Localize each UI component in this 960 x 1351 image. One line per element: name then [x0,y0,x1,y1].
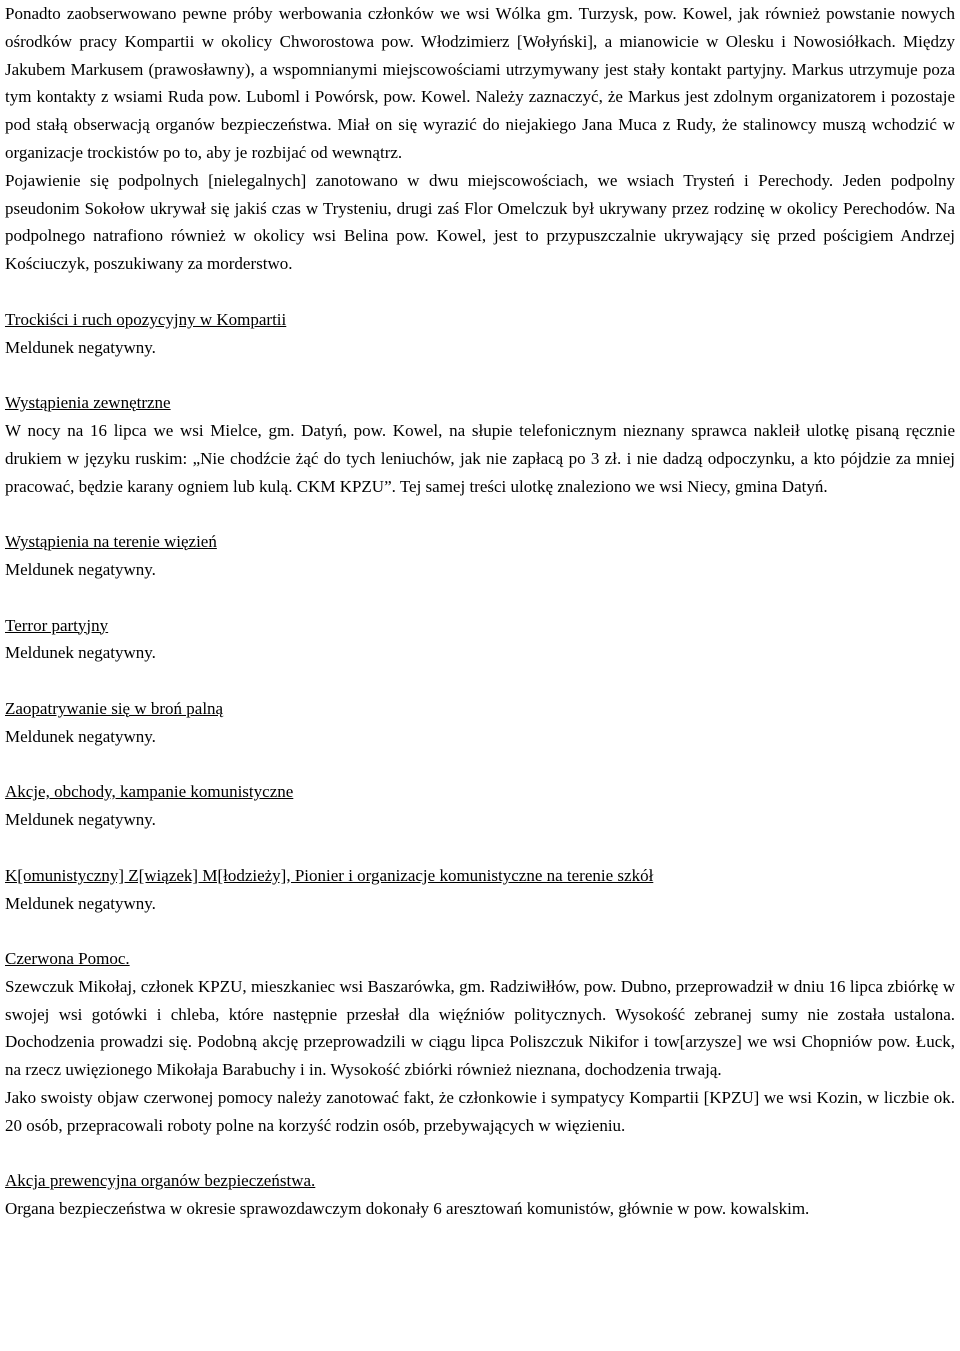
section-heading-wystapienia-zewnetrzne: Wystąpienia zewnętrzne [5,393,171,413]
section-gap [5,917,955,945]
section-gap [5,834,955,862]
section-text-czerwona-pomoc-1: Szewczuk Mikołaj, członek KPZU, mieszkaniec wsi Baszarówka, gm. Radziwiłłów, pow. Dubno, przeprowadził w dniu 16 lipca zbiórkę w swojej wsi gotówki i chleba, które następnie przesłał dla więźniów politycznych. Wysokość zebranej sumy nie została ustalona. Dochodzenia prowadzi się. Podobną akcję przeprowadzili w ciągu lipca Poliszczuk Nikifor i tow[arzysze] we wsi Chopniów pow. Łuck, na rzecz uwięzionego Mikołaja Barabuchy i in. Wysokość zbiórki również nieznana, dochodzenia trwają. [5,976,955,1080]
section-heading-akcje: Akcje, obchody, kampanie komunistyczne [5,782,294,802]
intro-paragraph-1: Ponadto zaobserwowano pewne próby werbowania członków we wsi Wólka gm. Turzysk, pow. Kowel, jak również powstanie nowych ośrodków pracy Kompartii w okolicy Chworostowa pow. Włodzimierz [Wołyński], a mianowicie w Olesku i Nowosiółkach. Między Jakubem Markusem (prawosławny), a wspomnianymi miejscowościami utrzymywany jest stały kontakt partyjny. Markus utrzymuje poza tym kontakty z wsiami Ruda pow. Luboml i Powórsk, pow. Kowel. Należy zaznaczyć, że Markus jest zdolnym organizatorem i pozostaje pod stałą obserwacją organów bezpieczeństwa. Miał on się wyrazić do niejakiego Jana Muca z Rudy, że stalinowcy muszą wchodzić w organizacje trockistów po to, aby je rozbijać od wewnątrz. [5,4,955,162]
section-heading-bron: Zaopatrywanie się w broń palną [5,698,224,718]
section-gap [5,278,955,306]
section-gap [5,500,955,528]
intro-paragraph-2: Pojawienie się podpolnych [nielegalnych] zanotowano w dwu miejscowościach, we wsiach Trysteń i Perechody. Jeden podpolny pseudonim Sokołow ukrywał się jakiś czas w Trysteniu, drugi zaś Flor Omelczuk był ukrywany przez rodzinę w okolicy Perechodów. Na podpolnego natrafiono również w okolicy wsi Belina pow. Kowel, jest to przypuszczalnie ukrywający się przed pościgiem Andrzej Kościuczyk, poszukiwany za morderstwo. [5,170,955,274]
section-heading-akcja-prewencyjna: Akcja prewencyjna organów bezpieczeństwa. [5,1171,316,1191]
section-heading-trockisci: Trockiści i ruch opozycyjny w Kompartii [5,309,287,329]
section-text-akcja-prewencyjna: Organa bezpieczeństwa w okresie sprawozdawczym dokonały 6 aresztowań komunistów, głównie w pow. kowalskim. [5,1199,810,1219]
section-text-wiezienia: Meldunek negatywny. [5,559,156,579]
section-gap [5,361,955,389]
section-text-akcje: Meldunek negatywny. [5,810,156,830]
section-text-bron: Meldunek negatywny. [5,726,156,746]
section-heading-wiezienia: Wystąpienia na terenie więzień [5,532,217,552]
section-heading-kzm: K[omunistyczny] Z[wiązek] M[łodzieży], Pionier i organizacje komunistyczne na terenie szkół [5,865,654,885]
section-heading-terror: Terror partyjny [5,615,109,635]
section-gap [5,584,955,612]
section-text-kzm: Meldunek negatywny. [5,893,156,913]
section-heading-czerwona-pomoc: Czerwona Pomoc. [5,949,130,969]
section-text-terror: Meldunek negatywny. [5,643,156,663]
section-text-trockisci: Meldunek negatywny. [5,337,156,357]
section-gap [5,751,955,779]
section-gap [5,1140,955,1168]
section-text-czerwona-pomoc-2: Jako swoisty objaw czerwonej pomocy należy zanotować fakt, że członkowie i sympatycy Kompartii [KPZU] we wsi Kozin, w liczbie ok. 20 osób, przepracowali roboty polne na korzyść rodzin osób, przebywających w więzieniu. [5,1088,955,1135]
section-gap [5,667,955,695]
section-text-wystapienia-zewnetrzne: W nocy na 16 lipca we wsi Mielce, gm. Datyń, pow. Kowel, na słupie telefonicznym nieznany sprawca nakleił ulotkę pisaną ręcznie drukiem w języku ruskim: „Nie chodźcie żąć do tych leniuchów, jak nie zapłacą po 3 zł. i nie dadzą odpoczynku, a kto pójdzie za mniej pracować, będzie karany ogniem lub kulą. CKM KPZU”. Tej samej treści ulotkę znaleziono we wsi Niecy, gmina Datyń. [5,420,955,496]
